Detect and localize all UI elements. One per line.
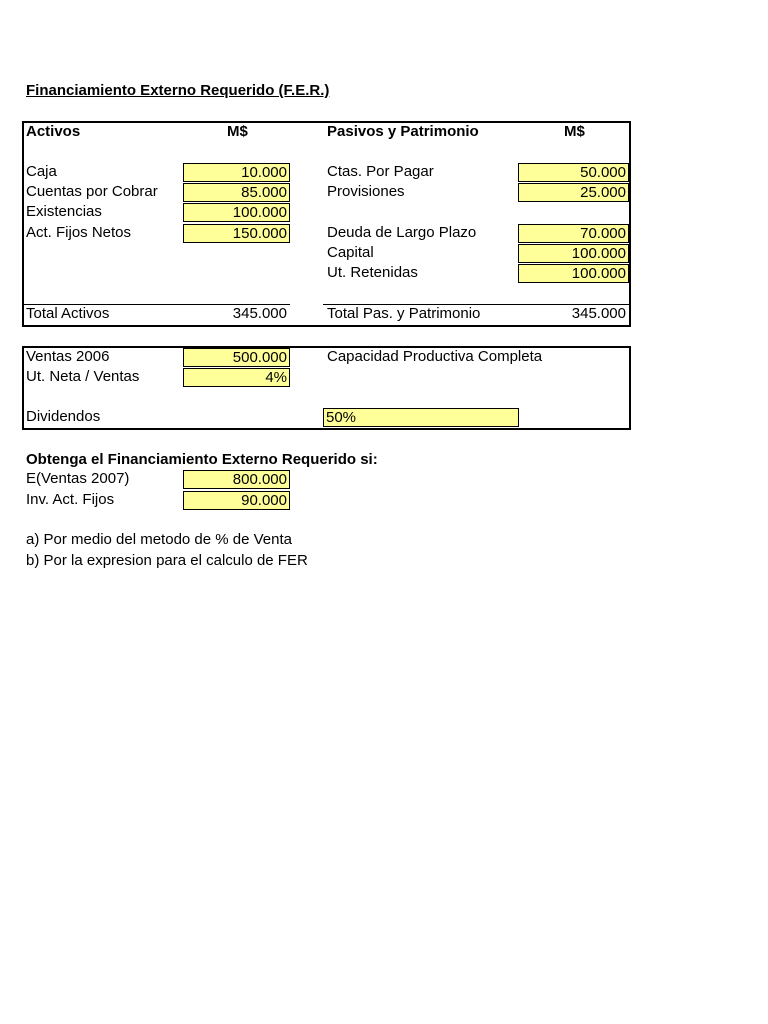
liability-value-ctas-por-pagar[interactable]: 50.000 <box>518 163 629 182</box>
liability-label-deuda-largo-plazo: Deuda de Largo Plazo <box>327 224 477 241</box>
liability-label-ctas-por-pagar: Ctas. Por Pagar <box>327 163 434 180</box>
investment-value[interactable]: 90.000 <box>183 491 290 510</box>
asset-value-cuentas-por-cobrar[interactable]: 85.000 <box>183 183 290 202</box>
liability-label-ut-retenidas: Ut. Retenidas <box>327 264 418 281</box>
assets-header: Activos <box>26 123 81 140</box>
asset-value-caja[interactable]: 10.000 <box>183 163 290 182</box>
investment-label: Inv. Act. Fijos <box>26 491 115 508</box>
liabilities-unit-header: M$ <box>564 123 585 140</box>
liability-value-capital[interactable]: 100.000 <box>518 244 629 263</box>
dividends-label: Dividendos <box>26 408 101 425</box>
part-a-text: a) Por medio del metodo de % de Venta <box>26 531 293 548</box>
asset-label-caja: Caja <box>26 163 57 180</box>
question-heading: Obtenga el Financiamiento Externo Requerido si: <box>26 451 378 468</box>
margin-label: Ut. Neta / Ventas <box>26 368 140 385</box>
liability-value-ut-retenidas[interactable]: 100.000 <box>518 264 629 283</box>
expected-sales-value[interactable]: 800.000 <box>183 470 290 489</box>
asset-value-act-fijos-netos[interactable]: 150.000 <box>183 224 290 243</box>
asset-label-act-fijos-netos: Act. Fijos Netos <box>26 224 132 241</box>
sales-label: Ventas 2006 <box>26 348 110 365</box>
liability-value-deuda-largo-plazo[interactable]: 70.000 <box>518 224 629 243</box>
asset-label-existencias: Existencias <box>26 203 102 220</box>
total-assets-value: 345.000 <box>232 305 287 322</box>
capacity-note: Capacidad Productiva Completa <box>327 348 543 365</box>
liability-value-provisiones[interactable]: 25.000 <box>518 183 629 202</box>
page-title: Financiamiento Externo Requerido (F.E.R.) <box>26 82 330 99</box>
expected-sales-label: E(Ventas 2007) <box>26 470 130 487</box>
assets-unit-header: M$ <box>227 123 248 140</box>
total-assets-label: Total Activos <box>26 305 110 322</box>
liabilities-header: Pasivos y Patrimonio <box>327 123 479 140</box>
part-b-text: b) Por la expresion para el calculo de FER <box>26 552 308 569</box>
liability-label-provisiones: Provisiones <box>327 183 405 200</box>
sales-value[interactable]: 500.000 <box>183 348 290 367</box>
total-liabilities-label: Total Pas. y Patrimonio <box>327 305 481 322</box>
liability-label-capital: Capital <box>327 244 374 261</box>
total-liabilities-value: 345.000 <box>571 305 626 322</box>
asset-label-cuentas-por-cobrar: Cuentas por Cobrar <box>26 183 158 200</box>
dividends-value[interactable]: 50% <box>323 408 519 427</box>
margin-value[interactable]: 4% <box>183 368 290 387</box>
asset-value-existencias[interactable]: 100.000 <box>183 203 290 222</box>
